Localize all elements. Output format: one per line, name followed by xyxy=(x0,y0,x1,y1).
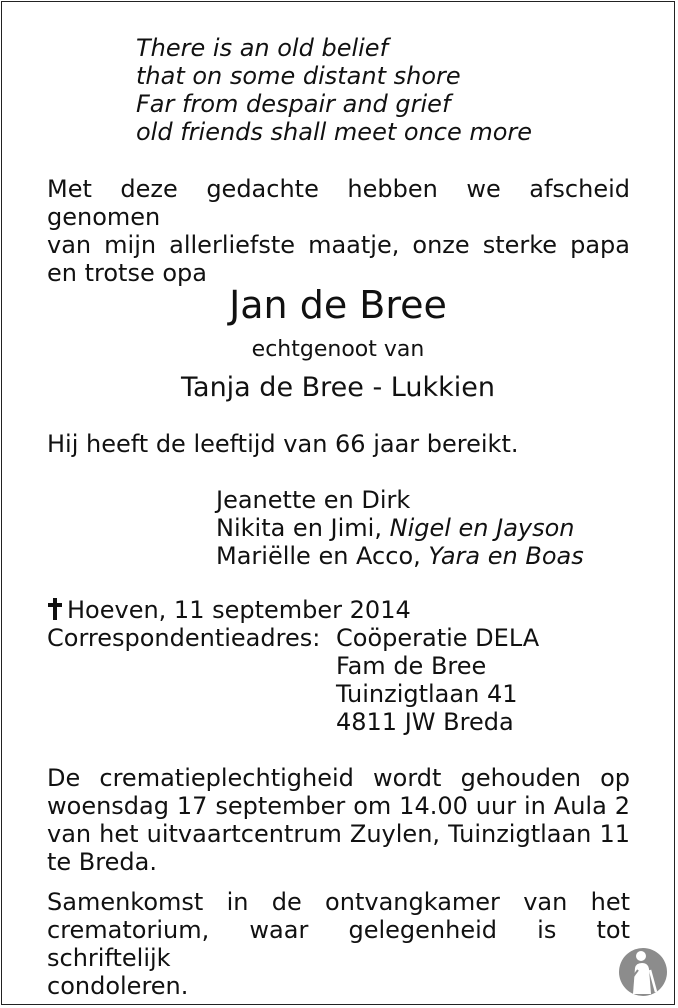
grandchildren-names: Nigel en Jayson xyxy=(389,514,575,542)
death-place-date: Hoeven, 11 september 2014 xyxy=(67,596,411,624)
gathering-line: Samenkomst in de ontvangkamer van het xyxy=(47,888,630,916)
ceremony-line: De crematieplechtigheid wordt gehouden op xyxy=(47,764,630,792)
gathering-line: condoleren. xyxy=(47,972,189,1000)
spouse-name: Tanja de Bree - Lukkien xyxy=(181,372,495,403)
family-entry xyxy=(216,486,584,514)
correspondence-label: Correspondentieadres: xyxy=(47,624,321,652)
intro-line: en trotse opa xyxy=(47,259,207,287)
grandchildren-names: Yara en Boas xyxy=(428,542,584,570)
poem xyxy=(136,34,532,146)
family-entry xyxy=(216,514,584,542)
address-line: Coöperatie DELA xyxy=(336,624,540,652)
poem-line: There is an old belief xyxy=(136,34,389,62)
poem-line: old friends shall meet once more xyxy=(136,118,533,146)
family-list xyxy=(216,486,584,570)
address-line: Tuinzigtlaan 41 xyxy=(336,680,518,708)
family-entry xyxy=(216,542,584,570)
gathering-line: crematorium, waar gelegenheid is tot schriftelijk xyxy=(47,916,630,972)
death-notice xyxy=(47,596,411,624)
address-line: Fam de Bree xyxy=(336,652,487,680)
memorial-logo-icon xyxy=(618,944,668,998)
cross-icon xyxy=(47,598,63,620)
ceremony-line: woensdag 17 september om 14.00 uur in Aula 2 xyxy=(47,792,630,820)
ceremony-line: van het uitvaartcentrum Zuylen, Tuinzigtlaan 11 xyxy=(47,820,630,848)
relation-label: echtgenoot van xyxy=(251,337,425,362)
deceased-name: Jan de Bree xyxy=(229,283,447,327)
age-statement: Hij heeft de leeftijd van 66 jaar bereikt. xyxy=(47,430,519,458)
correspondence-address xyxy=(336,624,539,736)
gathering-paragraph xyxy=(47,888,630,1000)
family-names: Nikita en Jimi, xyxy=(216,514,382,542)
intro-line: Met deze gedachte hebben we afscheid genomen xyxy=(47,175,630,231)
intro-paragraph xyxy=(47,175,630,287)
family-names: Mariëlle en Acco, xyxy=(216,542,421,570)
family-names: Jeanette en Dirk xyxy=(216,486,411,514)
intro-line: van mijn allerliefste maatje, onze sterke papa xyxy=(47,231,630,259)
address-line: 4811 JW Breda xyxy=(336,708,514,736)
ceremony-line: te Breda. xyxy=(47,848,157,876)
poem-line: that on some distant shore xyxy=(136,62,461,90)
poem-line: Far from despair and grief xyxy=(136,90,451,118)
ceremony-paragraph xyxy=(47,764,630,876)
